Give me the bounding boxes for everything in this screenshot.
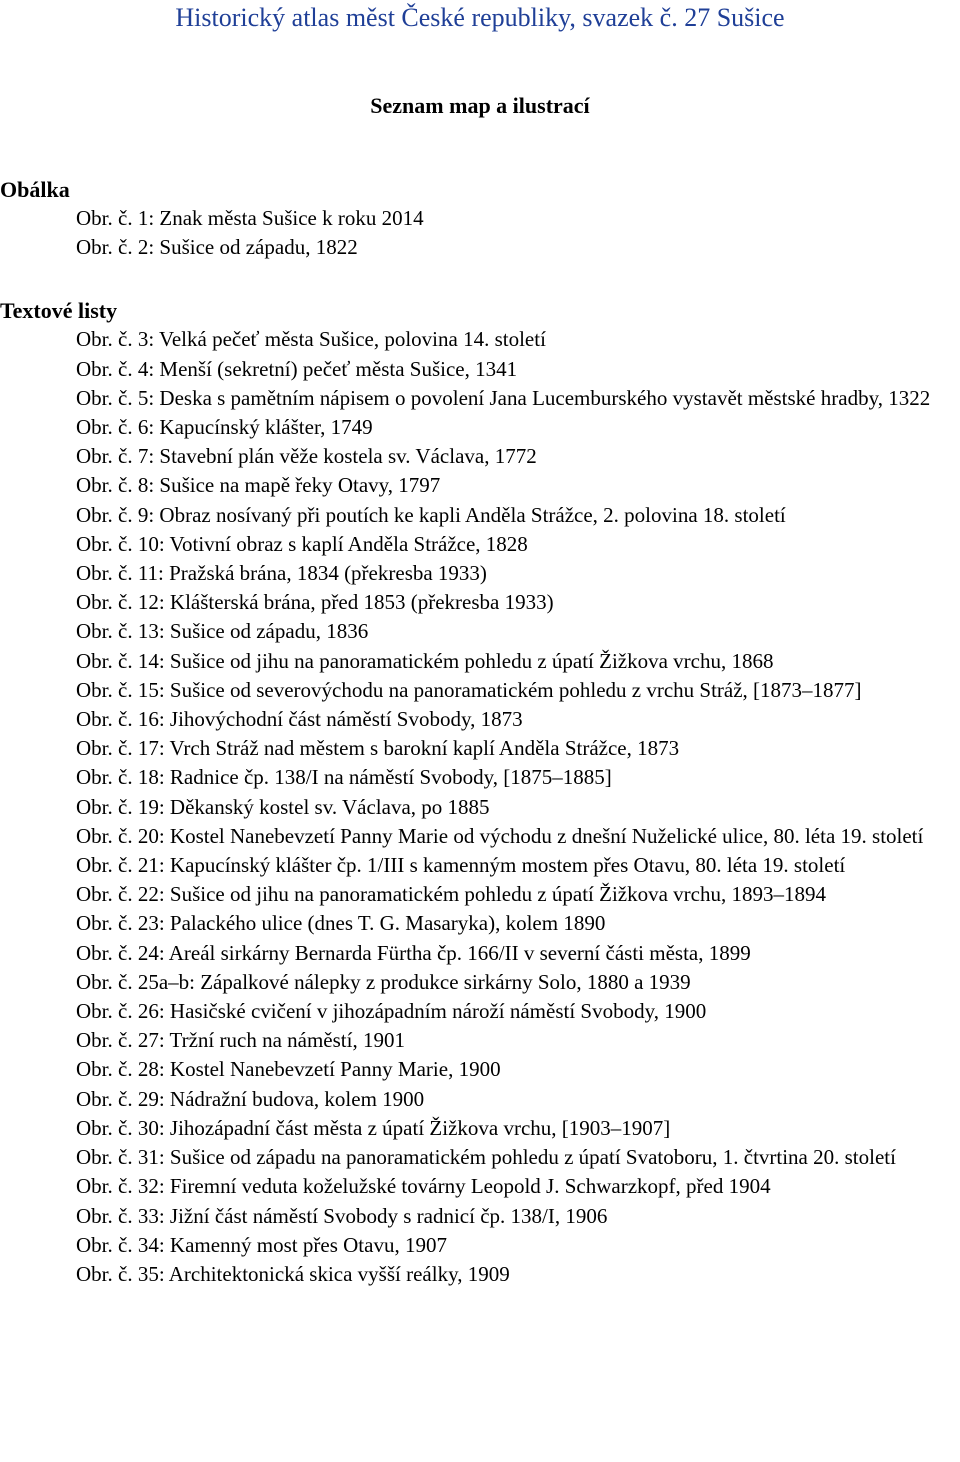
list-item: Obr. č. 32: Firemní veduta koželužské továrny Leopold J. Schwarzkopf, před 1904 <box>76 1174 771 1199</box>
list-item: Obr. č. 34: Kamenný most přes Otavu, 1907 <box>76 1232 447 1257</box>
list-item: Obr. č. 16: Jihovýchodní část náměstí Svobody, 1873 <box>76 707 523 732</box>
list-item: Obr. č. 15: Sušice od severovýchodu na panoramatickém pohledu z vrchu Stráž, [1873–1877] <box>76 677 862 702</box>
list-item: Obr. č. 11: Pražská brána, 1834 (překresba 1933) <box>76 561 487 586</box>
list-item: Obr. č. 28: Kostel Nanebevzetí Panny Marie, 1900 <box>76 1057 501 1082</box>
list-item: Obr. č. 1: Znak města Sušice k roku 2014 <box>76 206 424 230</box>
list-item: Obr. č. 18: Radnice čp. 138/I na náměstí Svobody, [1875–1885] <box>76 765 612 790</box>
list-item: Obr. č. 19: Děkanský kostel sv. Václava, po 1885 <box>76 794 490 819</box>
list-item: Obr. č. 10: Votivní obraz s kaplí Anděla Strážce, 1828 <box>76 531 528 556</box>
list-item: Obr. č. 17: Vrch Stráž nad městem s barokní kaplí Anděla Strážce, 1873 <box>76 736 680 761</box>
list-item: Obr. č. 6: Kapucínský klášter, 1749 <box>76 415 373 440</box>
list-item: Obr. č. 14: Sušice od jihu na panoramatickém pohledu z úpatí Žižkova vrchu, 1868 <box>76 648 774 673</box>
illustration-list <box>0 175 960 1289</box>
list-item: Obr. č. 25a–b: Zápalkové nálepky z produkce sirkárny Solo, 1880 a 1939 <box>76 969 691 994</box>
list-item: Obr. č. 29: Nádražní budova, kolem 1900 <box>76 1086 425 1111</box>
list-item: Obr. č. 30: Jihozápadní část města z úpatí Žižkova vrchu, [1903–1907] <box>76 1115 671 1140</box>
list-item: Obr. č. 21: Kapucínský klášter čp. 1/III s kamenným mostem přes Otavu, 80. léta 19. století <box>76 853 846 878</box>
list-item: Obr. č. 5: Deska s pamětním nápisem o povolení Jana Lucemburského vystavět městské hradby, 1322 <box>76 385 931 410</box>
list-item: Obr. č. 12: Klášterská brána, před 1853 (překresba 1933) <box>76 590 554 615</box>
list-item: Obr. č. 20: Kostel Nanebevzetí Panny Marie od východu z dnešní Nuželické ulice, 80. léta 19. století <box>76 823 924 848</box>
list-item: Obr. č. 13: Sušice od západu, 1836 <box>76 619 369 644</box>
list-item: Obr. č. 31: Sušice od západu na panoramatickém pohledu z úpatí Svatoboru, 1. čtvrtina 20. století <box>76 1145 896 1170</box>
list-item: Obr. č. 4: Menší (sekretní) pečeť města Sušice, 1341 <box>76 356 518 381</box>
list-item: Obr. č. 23: Palackého ulice (dnes T. G. Masaryka), kolem 1890 <box>76 911 606 936</box>
list-item: Obr. č. 33: Jižní část náměstí Svobody s radnicí čp. 138/I, 1906 <box>76 1203 608 1228</box>
list-title: Seznam map a ilustrací <box>370 93 590 118</box>
list-item: Obr. č. 8: Sušice na mapě řeky Otavy, 1797 <box>76 473 441 498</box>
list-item: Obr. č. 26: Hasičské cvičení v jihozápadním nároží náměstí Svobody, 1900 <box>76 999 707 1024</box>
section-heading: Textové listy <box>0 298 118 324</box>
list-item: Obr. č. 22: Sušice od jihu na panoramatickém pohledu z úpatí Žižkova vrchu, 1893–1894 <box>76 882 826 907</box>
list-item: Obr. č. 9: Obraz nosívaný při poutích ke kapli Anděla Strážce, 2. polovina 18. století <box>76 502 786 527</box>
list-item: Obr. č. 35: Architektonická skica vyšší reálky, 1909 <box>76 1261 510 1286</box>
list-item: Obr. č. 7: Stavební plán věže kostela sv. Václava, 1772 <box>76 444 537 469</box>
section-heading: Obálka <box>0 177 70 202</box>
section-gap <box>0 262 960 296</box>
page-title: Historický atlas měst České republiky, svazek č. 27 Sušice <box>175 3 785 32</box>
list-item: Obr. č. 2: Sušice od západu, 1822 <box>76 235 358 260</box>
list-item: Obr. č. 24: Areál sirkárny Bernarda Fürtha čp. 166/II v severní části města, 1899 <box>76 940 751 965</box>
list-item: Obr. č. 27: Tržní ruch na náměstí, 1901 <box>76 1028 405 1053</box>
list-item: Obr. č. 3: Velká pečeť města Sušice, polovina 14. století <box>76 327 546 352</box>
